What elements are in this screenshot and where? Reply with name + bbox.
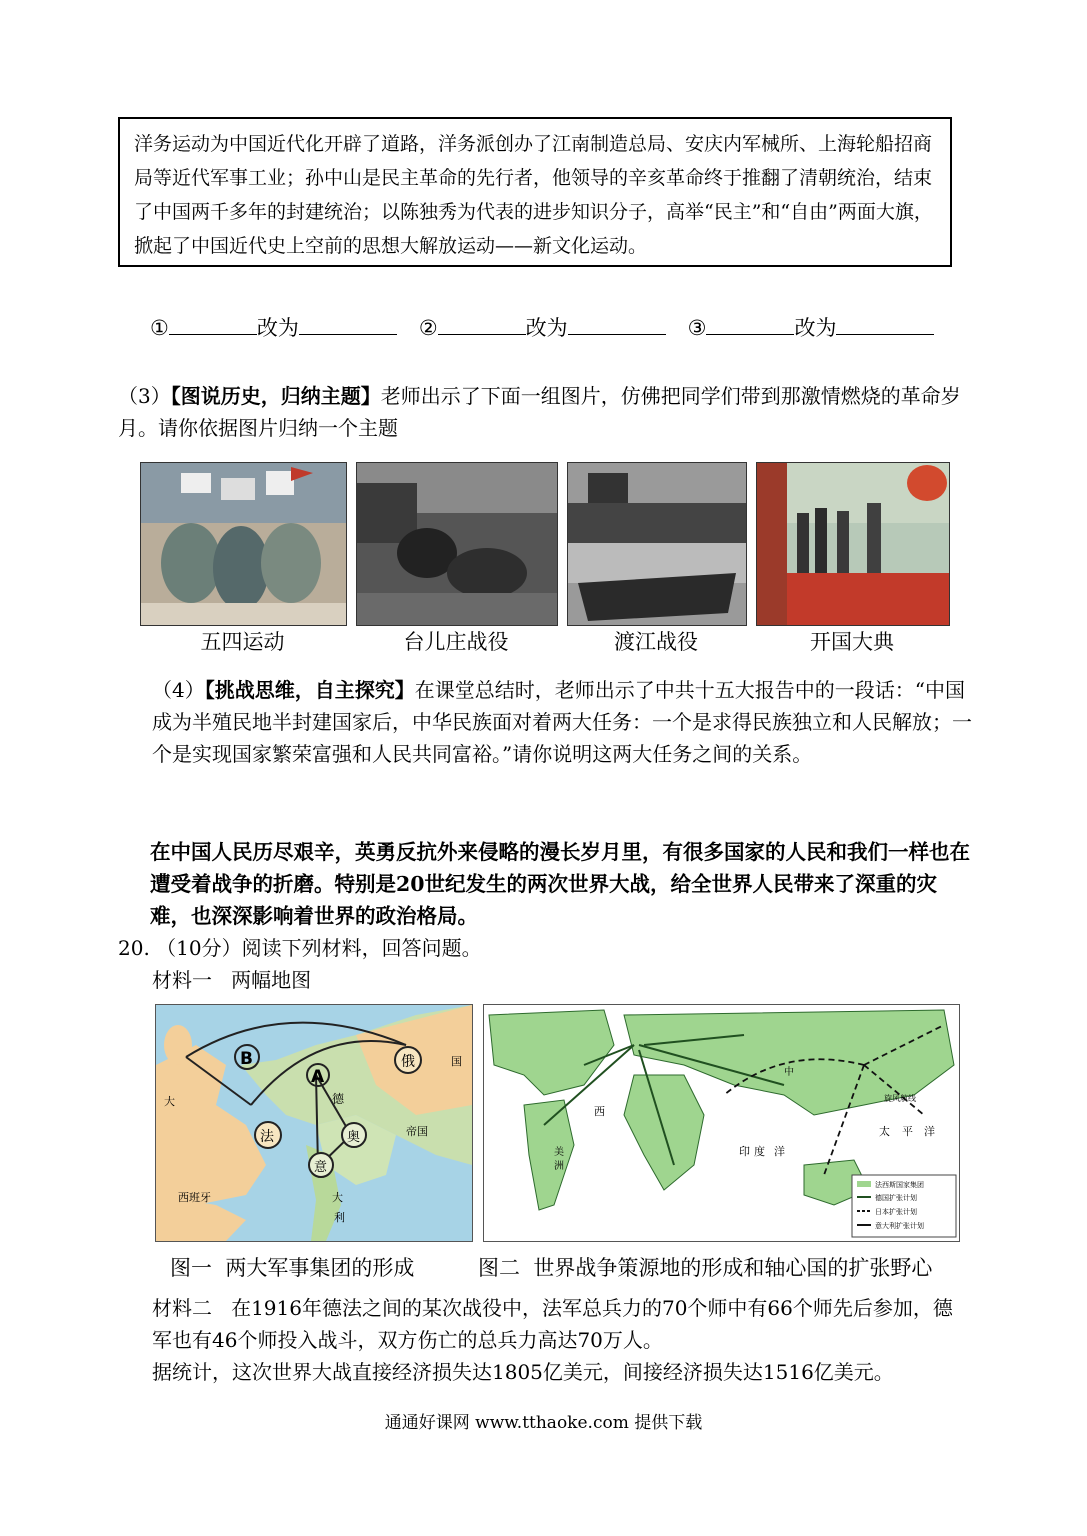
fill-blank-1: ① 改为 <box>150 312 397 342</box>
map2-label-ping: 平 <box>902 1125 913 1138</box>
box-text: 洋务运动为中国近代化开辟了道路，洋务派创办了江南制造总局、安庆内军械所、上海轮船招商局等近代军事工业；孙中山是民主革命的先行者，他领导的辛亥革命终于推翻了清朝统治，结束了中国两千多年的封建统治；以陈独秀为代表的进步知识分子，高举“民主”和“自由”两面大旗，掀起了中国近代史上空前的思想大解放运动——新文化运动。 <box>134 133 933 257</box>
photo-caption-1: 五四运动 <box>200 630 285 654</box>
error-correction-box <box>118 117 952 267</box>
photo-caption-4: 开国大典 <box>810 630 894 654</box>
photo-yangtze-crossing <box>567 462 747 626</box>
fill-blank-row <box>150 312 960 342</box>
photo-taierzhuang <box>356 462 558 626</box>
fill-blank-3: ③ 改为 <box>688 312 935 342</box>
map2-legend-4: 意大利扩张计划 <box>875 1222 924 1230</box>
map2-label-yang: 洋 <box>774 1145 785 1158</box>
map1-label-france: 法 <box>260 1129 274 1145</box>
map2-caption: 图二 世界战争策源地的形成和轴心国的扩张野心 <box>478 1256 933 1280</box>
material-1-label: 材料一 两幅地图 <box>152 968 312 992</box>
q4-title: 【挑战思维，自主探究】 <box>204 678 415 702</box>
question-4: （4）【挑战思维，自主探究】在课堂总结时，老师出示了中共十五大报告中的一段话：“中国成为半殖民地半封建国家后，中华民族面对着两大任务：一个是求得民族独立和人民解放；一个是实现国家繁荣富强和人民共同富裕。”请你说明这两大任务之间的关系。 <box>152 678 972 766</box>
map1-label-russia: 俄 <box>401 1054 415 1070</box>
material-2: 材料二 在1916年德法之间的某次战役中，法军总兵力的70个师中有66个师先后参加，德军也有46个师投入战斗，双方伤亡的总兵力高达70万人。 <box>152 1296 953 1352</box>
blank-line[interactable] <box>836 316 934 335</box>
map1-label-germany: 德 <box>332 1092 345 1106</box>
question-20: 20. （10分）阅读下列材料，回答问题。 <box>118 936 482 960</box>
map1-label-li: 利 <box>334 1211 345 1224</box>
map2-label-zhong: 中 <box>784 1067 794 1078</box>
blank-line[interactable] <box>169 316 257 335</box>
map1-label-tai: 大 <box>164 1095 175 1108</box>
map2-label-hang: 旋风航线 <box>884 1094 916 1103</box>
map1-label-italy: 意 <box>314 1160 328 1175</box>
map-military-blocs <box>155 1004 473 1242</box>
photo-caption-2: 台儿庄战役 <box>403 630 509 654</box>
page-footer: 通通好课网 www.tthaoke.com 提供下载 <box>384 1413 703 1433</box>
map1-label-a: A <box>311 1067 325 1087</box>
map1-label-empire: 帝国 <box>406 1125 428 1138</box>
question-3: （3）【图说历史，归纳主题】老师出示了下面一组图片，仿佛把同学们带到那激情燃烧的革命岁月。请你依据图片归纳一个主题 <box>118 384 961 440</box>
map2-legend-1: 法西斯国家集团 <box>875 1181 924 1189</box>
map1-label-guo: 国 <box>451 1055 462 1068</box>
intro-paragraph: 在中国人民历尽艰辛，英勇反抗外来侵略的漫长岁月里，有很多国家的人民和我们一样也在遭受着战争的折磨。特别是20世纪发生的两次世界大战，给全世界人民带来了深重的灾难，也深深影响着世界的政治格局。 <box>150 840 970 928</box>
material-2-stats: 据统计，这次世界大战直接经济损失达1805亿美元，间接经济损失达1516亿美元。 <box>152 1360 894 1384</box>
map1-label-austria: 奥 <box>347 1130 361 1145</box>
photo-caption-3: 渡江战役 <box>614 630 698 654</box>
map2-label-yindu: 印 <box>739 1145 750 1158</box>
map2-label-yang2: 洋 <box>924 1125 935 1138</box>
map1-label-da: 大 <box>332 1191 343 1204</box>
map2-legend-2: 德国扩张计划 <box>875 1194 917 1202</box>
map1-label-b: B <box>240 1049 253 1069</box>
map2-label-tai: 太 <box>879 1125 890 1138</box>
map2-legend-3: 日本扩张计划 <box>875 1208 917 1216</box>
fill-blank-2: ② 改为 <box>419 312 666 342</box>
blank-line[interactable] <box>568 316 666 335</box>
map2-label-du: 度 <box>754 1145 765 1158</box>
q3-title: 【图说历史，归纳主题】 <box>170 384 381 408</box>
photo-founding-ceremony <box>756 462 950 626</box>
blank-line[interactable] <box>706 316 794 335</box>
map1-label-spain: 西班牙 <box>178 1191 211 1204</box>
map2-label-zhou: 洲 <box>554 1161 564 1172</box>
blank-line[interactable] <box>438 316 526 335</box>
map2-label-mei: 美 <box>554 1147 564 1158</box>
map2-label-xi: 西 <box>594 1105 605 1118</box>
map-axis-expansion <box>483 1004 960 1242</box>
photo-may-fourth <box>140 462 347 626</box>
map1-caption: 图一 两大军事集团的形成 <box>170 1256 415 1280</box>
blank-line[interactable] <box>299 316 397 335</box>
